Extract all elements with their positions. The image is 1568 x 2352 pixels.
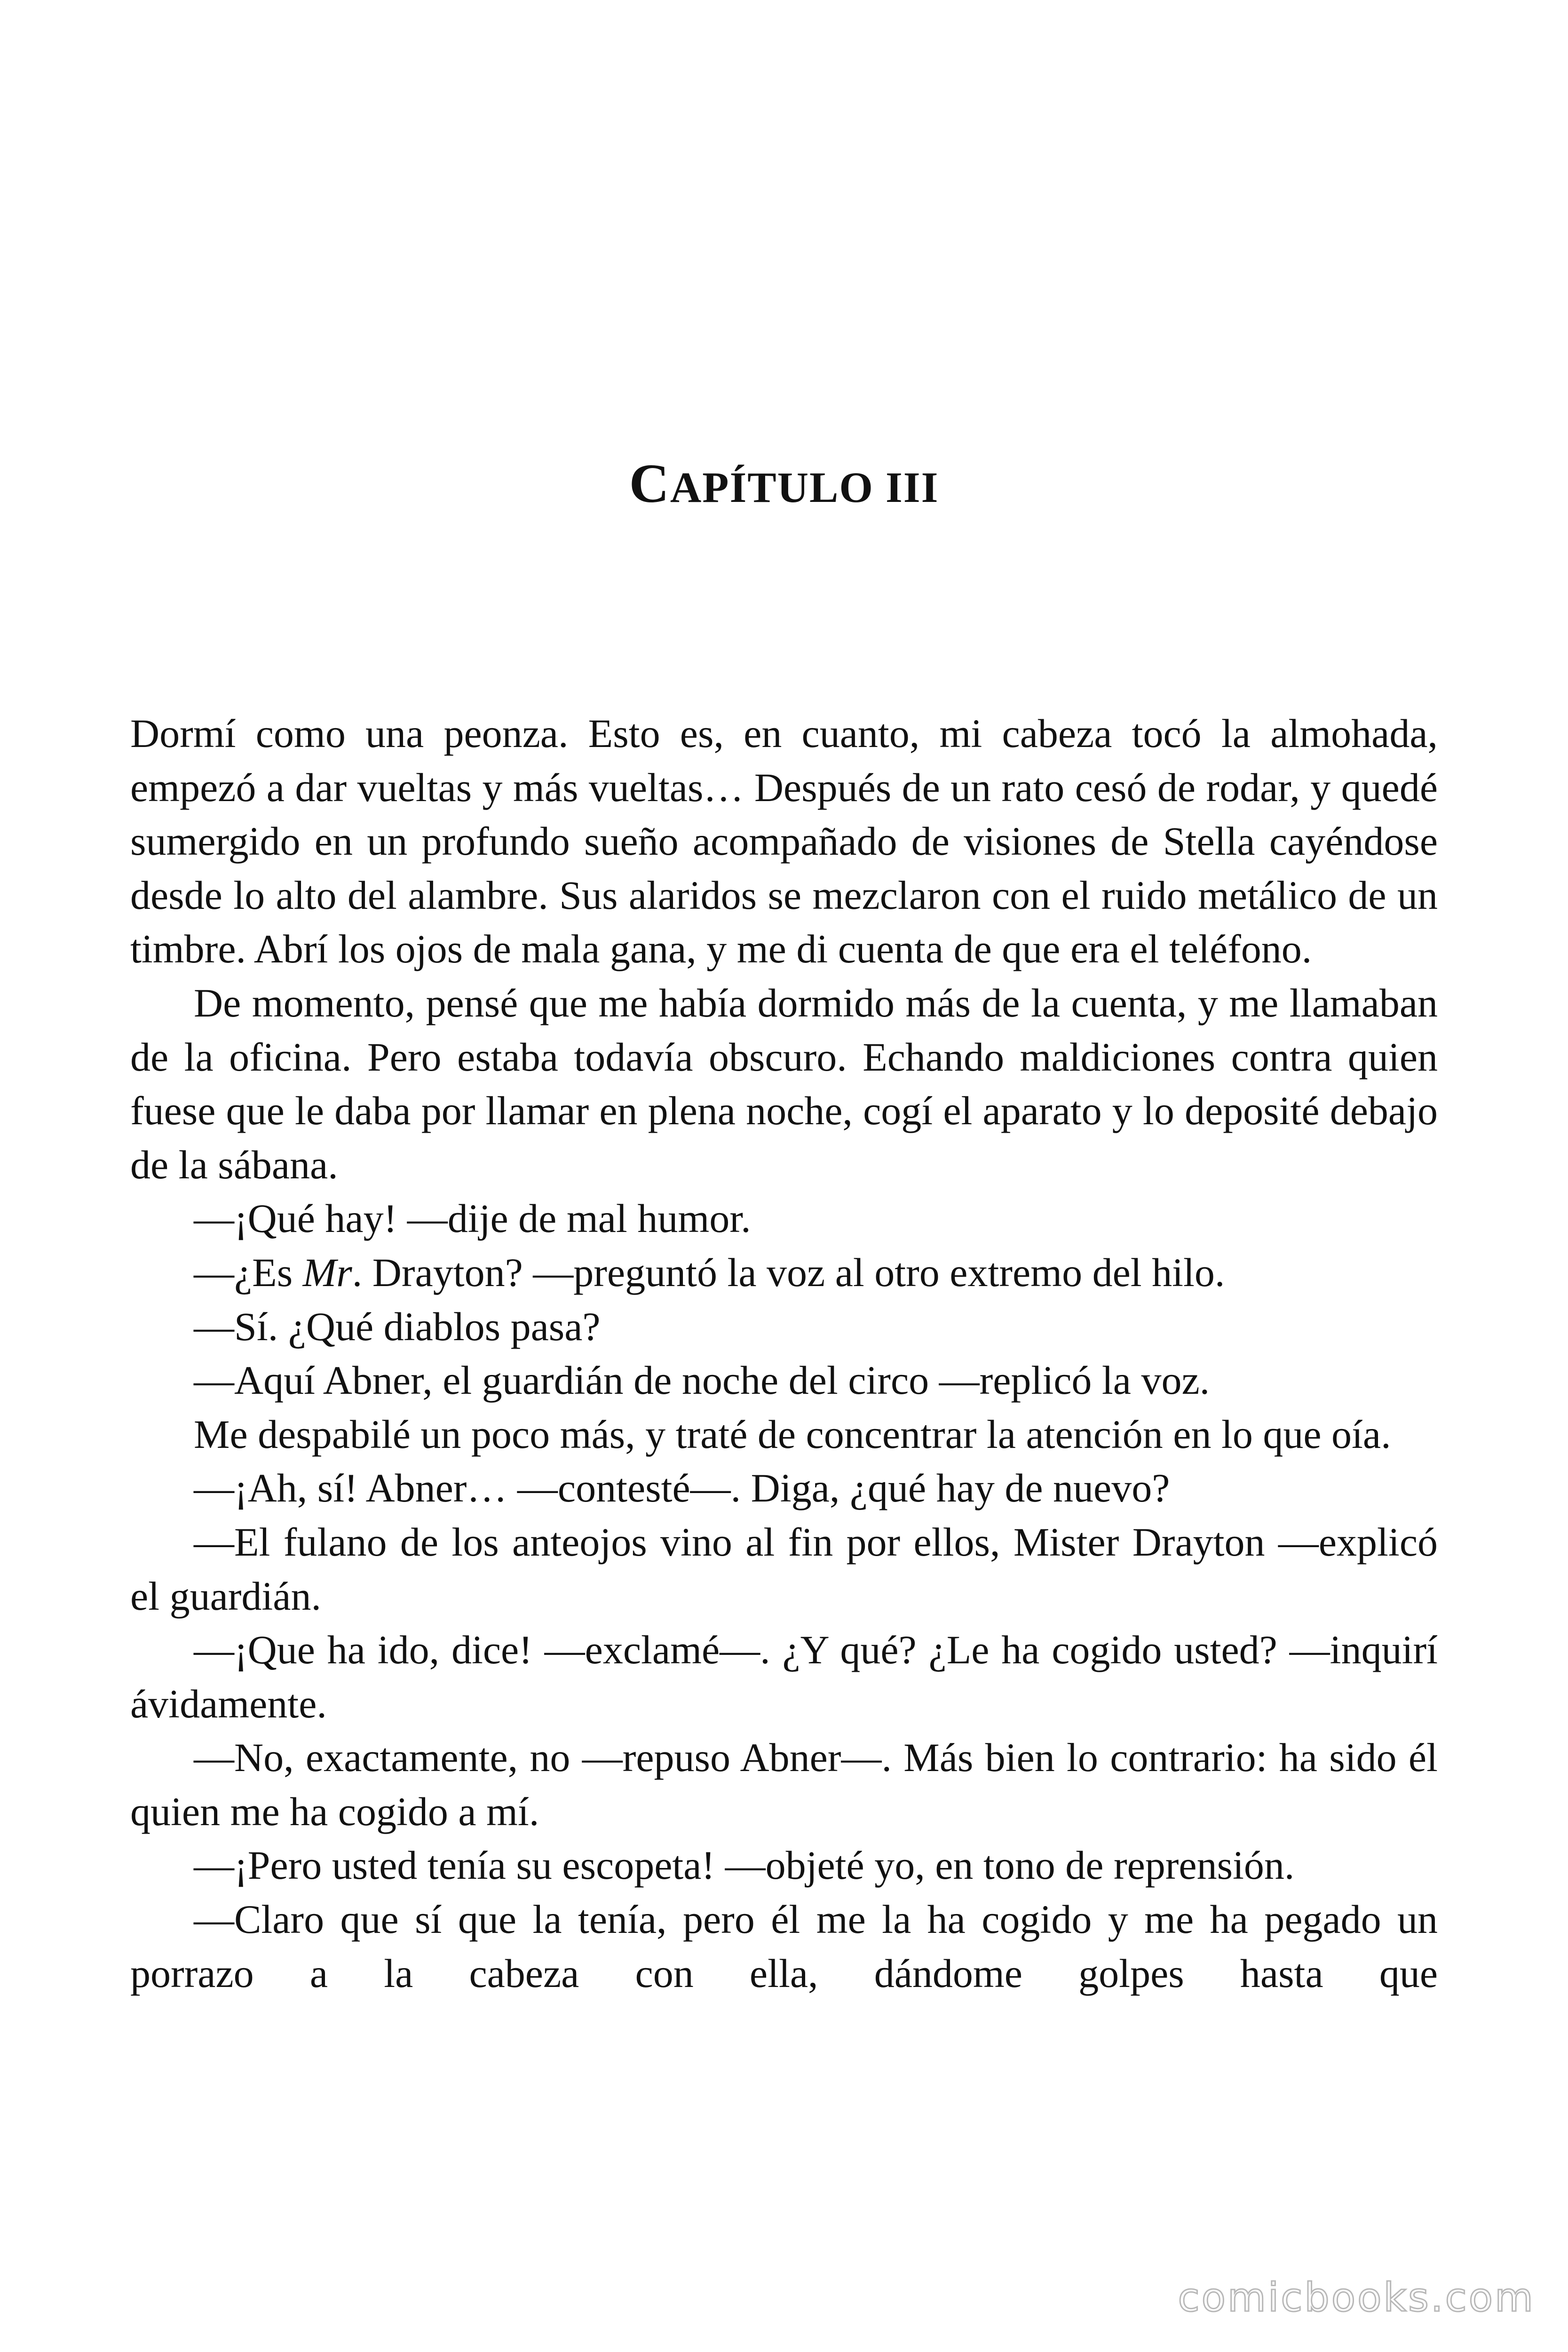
chapter-title <box>0 452 1568 516</box>
dialogue-line: —¡Que ha ido, dice! —exclamé—. ¿Y qué? ¿Le ha cogido usted? —inquirí ávidamente. <box>130 1627 1438 1726</box>
dialogue-line: —¡Qué hay! —dije de mal humor. <box>194 1196 751 1241</box>
dialogue-line <box>130 1246 1438 1300</box>
chapter-body <box>130 707 1438 2000</box>
dialogue-line: —¡Ah, sí! Abner… —contesté—. Diga, ¿qué hay de nuevo? <box>194 1465 1170 1511</box>
dialogue-text: —¿Es <box>194 1249 303 1295</box>
chapter-title-rest: APÍTULO III <box>670 463 939 511</box>
dialogue-line: —Claro que sí que la tenía, pero él me la ha cogido y me ha pegado un porrazo a la cabeza con ella, dándome golpes hasta que <box>130 1897 1438 1996</box>
dialogue-text: . Drayton? —preguntó la voz al otro extremo del hilo. <box>352 1249 1225 1295</box>
dialogue-line: —No, exactamente, no —repuso Abner—. Más bien lo contrario: ha sido él quien me ha cogido a mí. <box>130 1735 1438 1834</box>
paragraph: Dormí como una peonza. Esto es, en cuanto, mi cabeza tocó la almohada, empezó a dar vueltas y más vueltas… Después de un rato cesó de rodar, y quedé sumergido en un profundo sueño acompañado de visiones de Stella cayéndose desde lo alto del alambre. Sus alaridos se mezclaron con el ruido metálico de un timbre. Abrí los ojos de mala gana, y me di cuenta de que era el teléfono. <box>130 711 1438 972</box>
paragraph: De momento, pensé que me había dormido más de la cuenta, y me llamaban de la oficina. Pero estaba todavía obscuro. Echando maldiciones contra quien fuese que le daba por llamar en plena noche, cogí el aparato y lo deposité debajo de la sábana. <box>130 980 1438 1187</box>
italic-text: Mr <box>302 1249 352 1295</box>
dialogue-line: —El fulano de los anteojos vino al fin por ellos, Mister Drayton —explicó el guardián. <box>130 1519 1438 1619</box>
paragraph: Me despabilé un poco más, y traté de concentrar la atención en lo que oía. <box>194 1411 1391 1457</box>
dialogue-line: —Aquí Abner, el guardián de noche del circo —replicó la voz. <box>194 1358 1210 1403</box>
watermark: comicbooks.com <box>1178 2274 1535 2320</box>
chapter-title-initial: C <box>629 453 670 514</box>
dialogue-line: —Sí. ¿Qué diablos pasa? <box>194 1303 601 1349</box>
dialogue-line: —¡Pero usted tenía su escopeta! —objeté yo, en tono de reprensión. <box>194 1843 1295 1888</box>
